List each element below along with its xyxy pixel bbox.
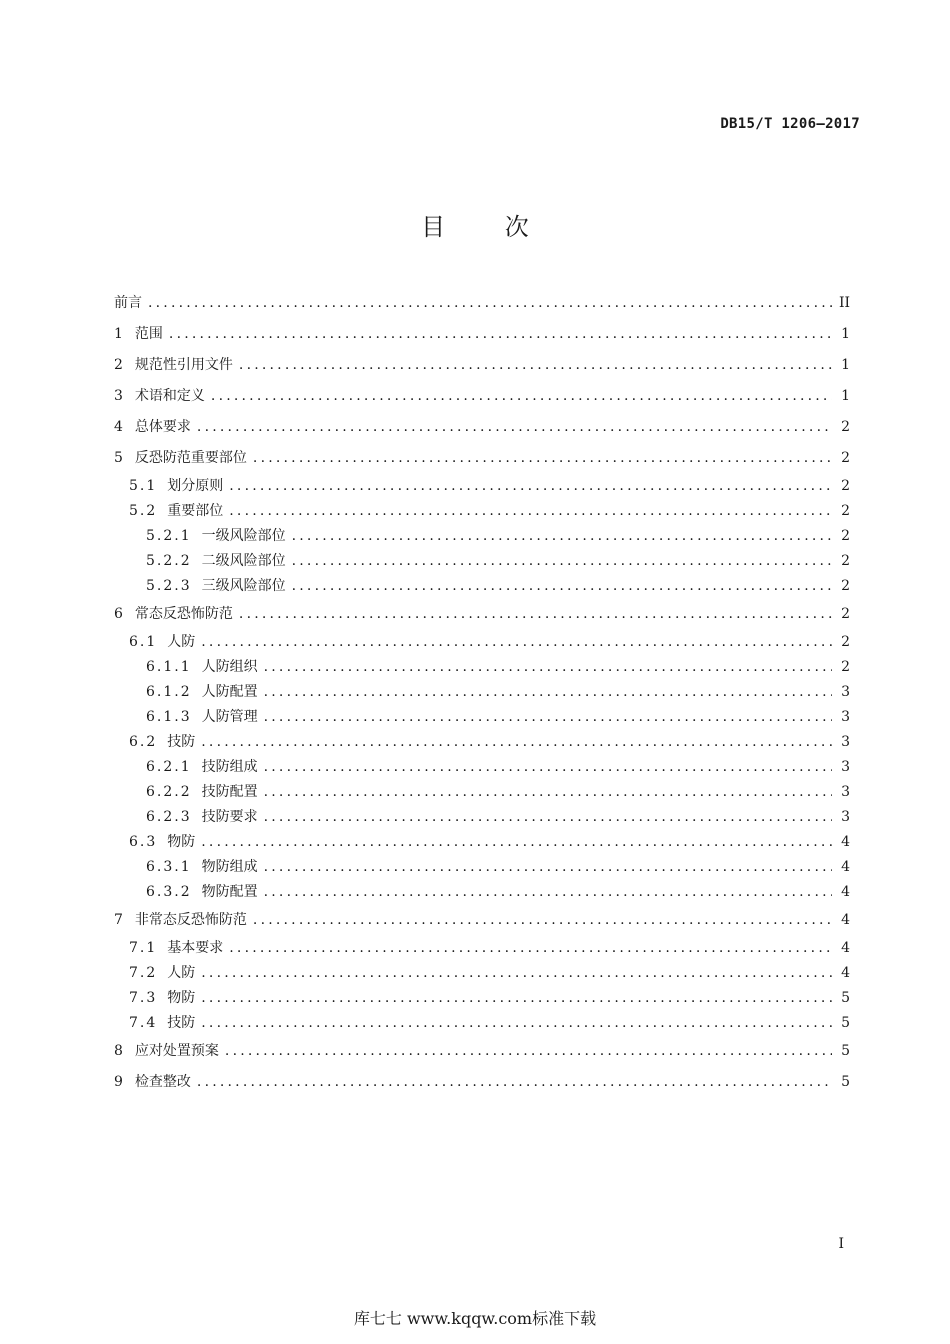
toc-entry[interactable] <box>114 961 850 986</box>
toc-entry-page: 2 <box>841 606 850 622</box>
toc-entry-number: 7.4 <box>129 1015 158 1031</box>
toc-entry-label: 检查整改 <box>134 1074 191 1090</box>
toc-entry-page: 2 <box>841 478 850 494</box>
toc-dot-leader <box>264 880 832 905</box>
toc-dot-leader <box>229 936 832 961</box>
toc-dot-leader <box>211 381 832 412</box>
toc-entry[interactable] <box>114 780 850 805</box>
toc-dot-leader <box>229 474 832 499</box>
toc-entry-page: 5 <box>841 990 850 1006</box>
toc-entry-number: 4 <box>114 419 123 435</box>
toc-entry-page: 4 <box>841 940 850 956</box>
toc-entry-number: 9 <box>114 1074 123 1090</box>
toc-entry-page: 2 <box>841 419 850 435</box>
toc-entry[interactable] <box>114 499 850 524</box>
toc-entry-number: 7.3 <box>129 990 158 1006</box>
toc-entry-number: 1 <box>114 326 123 342</box>
toc-entry[interactable] <box>114 755 850 780</box>
toc-entry-page: 4 <box>841 965 850 981</box>
toc-dot-leader <box>197 412 832 443</box>
toc-dot-leader <box>253 443 832 474</box>
toc-entry-label: 一级风险部位 <box>201 528 286 544</box>
toc-entry-number: 6 <box>114 606 123 622</box>
page-number: I <box>838 1236 844 1252</box>
toc-dot-leader <box>292 549 832 574</box>
toc-entry[interactable] <box>114 936 850 961</box>
toc-entry-label: 技防 <box>167 1015 196 1031</box>
toc-dot-leader <box>264 855 832 880</box>
toc-entry-label: 技防 <box>167 734 196 750</box>
toc-entry-label: 物防 <box>167 990 196 1006</box>
toc-dot-leader <box>264 655 832 680</box>
toc-entry[interactable] <box>114 655 850 680</box>
toc-entry-page: 3 <box>841 709 850 725</box>
toc-dot-leader <box>264 805 832 830</box>
toc-entry-label: 物防 <box>167 834 196 850</box>
toc-entry[interactable] <box>114 549 850 574</box>
toc-dot-leader <box>201 630 832 655</box>
toc-entry[interactable] <box>114 350 850 381</box>
toc-entry-label: 二级风险部位 <box>201 553 286 569</box>
toc-entry-page: 1 <box>841 388 850 404</box>
toc-entry[interactable] <box>114 443 850 474</box>
toc-entry-number: 5.2.1 <box>146 528 192 544</box>
toc-entry-number: 6.2.1 <box>146 759 192 775</box>
toc-entry-page: 5 <box>841 1043 850 1059</box>
toc-dot-leader <box>264 705 832 730</box>
toc-dot-leader <box>201 986 832 1011</box>
toc-entry-page: 3 <box>841 734 850 750</box>
toc-entry-page: 2 <box>841 659 850 675</box>
toc-entry-page: 2 <box>841 503 850 519</box>
toc-entry-page: 3 <box>841 809 850 825</box>
toc-entry-number: 2 <box>114 357 123 373</box>
toc-entry-page: 4 <box>841 859 850 875</box>
toc-entry-label: 人防管理 <box>201 709 258 725</box>
toc-entry-number: 5.2 <box>129 503 158 519</box>
toc-entry-label: 技防要求 <box>201 809 258 825</box>
toc-dot-leader <box>201 1011 832 1036</box>
toc-entry-page: 2 <box>841 450 850 466</box>
toc-dot-leader <box>264 680 832 705</box>
toc-entry-page: 1 <box>841 357 850 373</box>
toc-entry[interactable] <box>114 1067 850 1098</box>
toc-entry-number: 5.2.3 <box>146 578 192 594</box>
toc-entry-number: 5.1 <box>129 478 158 494</box>
toc-entry[interactable] <box>114 805 850 830</box>
toc-entry-label: 应对处置预案 <box>134 1043 219 1059</box>
toc-entry-number: 6.1 <box>129 634 158 650</box>
toc-entry-number: 7 <box>114 912 123 928</box>
toc-entry-number: 5 <box>114 450 123 466</box>
toc-entry[interactable] <box>114 705 850 730</box>
toc-entry[interactable] <box>114 830 850 855</box>
toc-entry-number: 6.1.2 <box>146 684 192 700</box>
toc-entry[interactable] <box>114 855 850 880</box>
toc-entry[interactable] <box>114 381 850 412</box>
toc-entry-page: 4 <box>841 884 850 900</box>
toc-entry-label: 人防 <box>167 965 196 981</box>
toc-entry-label: 总体要求 <box>134 419 191 435</box>
toc-entry-label: 非常态反恐怖防范 <box>134 912 247 928</box>
toc-entry-number: 6.3 <box>129 834 158 850</box>
toc-entry-label: 人防配置 <box>201 684 258 700</box>
toc-entry-number: 3 <box>114 388 123 404</box>
toc-dot-leader <box>148 288 832 319</box>
footer-watermark-text: 库七七 www.kqqw.com标准下载 <box>353 1309 597 1328</box>
toc-entry-label: 术语和定义 <box>134 388 205 404</box>
toc-entry-page: 2 <box>841 553 850 569</box>
toc-entry-label: 反恐防范重要部位 <box>134 450 247 466</box>
toc-entry[interactable] <box>114 319 850 350</box>
toc-entry[interactable] <box>114 680 850 705</box>
toc-entry-number: 5.2.2 <box>146 553 192 569</box>
toc-entry-label: 划分原则 <box>167 478 224 494</box>
toc-dot-leader <box>239 350 832 381</box>
toc-entry-label: 前言 <box>114 295 142 311</box>
toc-dot-leader <box>201 830 832 855</box>
toc-entry[interactable] <box>114 1011 850 1036</box>
toc-entry-number: 6.3.2 <box>146 884 192 900</box>
toc-entry-page: 1 <box>841 326 850 342</box>
toc-entry[interactable] <box>114 986 850 1011</box>
toc-entry[interactable] <box>114 288 850 319</box>
toc-dot-leader <box>264 780 832 805</box>
toc-entry-label: 常态反恐怖防范 <box>134 606 233 622</box>
toc-dot-leader <box>264 755 832 780</box>
toc-dot-leader <box>239 599 832 630</box>
toc-entry-label: 人防组织 <box>201 659 258 675</box>
toc-entry[interactable] <box>114 880 850 905</box>
toc-entry-page: 2 <box>841 634 850 650</box>
toc-entry-page: 4 <box>841 912 850 928</box>
toc-entry-page: II <box>838 295 850 311</box>
toc-entry-label: 三级风险部位 <box>201 578 286 594</box>
toc-entry-label: 技防配置 <box>201 784 258 800</box>
toc-entry-number: 7.1 <box>129 940 158 956</box>
toc-entry[interactable] <box>114 524 850 549</box>
toc-entry-label: 重要部位 <box>167 503 224 519</box>
toc-dot-leader <box>292 524 832 549</box>
toc-entry-number: 6.2.3 <box>146 809 192 825</box>
toc-dot-leader <box>225 1036 832 1067</box>
table-of-contents <box>114 288 850 1098</box>
toc-entry-page: 5 <box>841 1074 850 1090</box>
standard-code: DB15/T 1206—2017 <box>720 116 860 132</box>
toc-entry-number: 6.1.1 <box>146 659 192 675</box>
toc-dot-leader <box>201 730 832 755</box>
toc-entry-number: 7.2 <box>129 965 158 981</box>
toc-entry-page: 5 <box>841 1015 850 1031</box>
toc-entry-number: 8 <box>114 1043 123 1059</box>
toc-entry-label: 物防组成 <box>201 859 258 875</box>
toc-entry-label: 基本要求 <box>167 940 224 956</box>
toc-entry-label: 规范性引用文件 <box>134 357 233 373</box>
toc-entry[interactable] <box>114 574 850 599</box>
toc-entry-number: 6.2 <box>129 734 158 750</box>
toc-entry-label: 人防 <box>167 634 196 650</box>
toc-entry-label: 范围 <box>134 326 163 342</box>
page-title: 目 次 <box>421 213 555 241</box>
toc-entry-page: 4 <box>841 834 850 850</box>
toc-entry-label: 物防配置 <box>201 884 258 900</box>
toc-entry-page: 3 <box>841 684 850 700</box>
toc-entry-number: 6.3.1 <box>146 859 192 875</box>
toc-entry-page: 3 <box>841 784 850 800</box>
toc-entry-page: 2 <box>841 578 850 594</box>
toc-entry[interactable] <box>114 905 850 936</box>
toc-entry[interactable] <box>114 630 850 655</box>
toc-entry-page: 2 <box>841 528 850 544</box>
toc-entry[interactable] <box>114 599 850 630</box>
toc-entry-number: 6.2.2 <box>146 784 192 800</box>
toc-dot-leader <box>201 961 832 986</box>
toc-entry[interactable] <box>114 474 850 499</box>
toc-entry-number: 6.1.3 <box>146 709 192 725</box>
toc-dot-leader <box>197 1067 832 1098</box>
toc-dot-leader <box>229 499 832 524</box>
toc-entry[interactable] <box>114 412 850 443</box>
toc-entry[interactable] <box>114 1036 850 1067</box>
toc-dot-leader <box>292 574 832 599</box>
toc-entry[interactable] <box>114 730 850 755</box>
toc-dot-leader <box>169 319 832 350</box>
toc-dot-leader <box>253 905 832 936</box>
toc-entry-page: 3 <box>841 759 850 775</box>
toc-entry-label: 技防组成 <box>201 759 258 775</box>
